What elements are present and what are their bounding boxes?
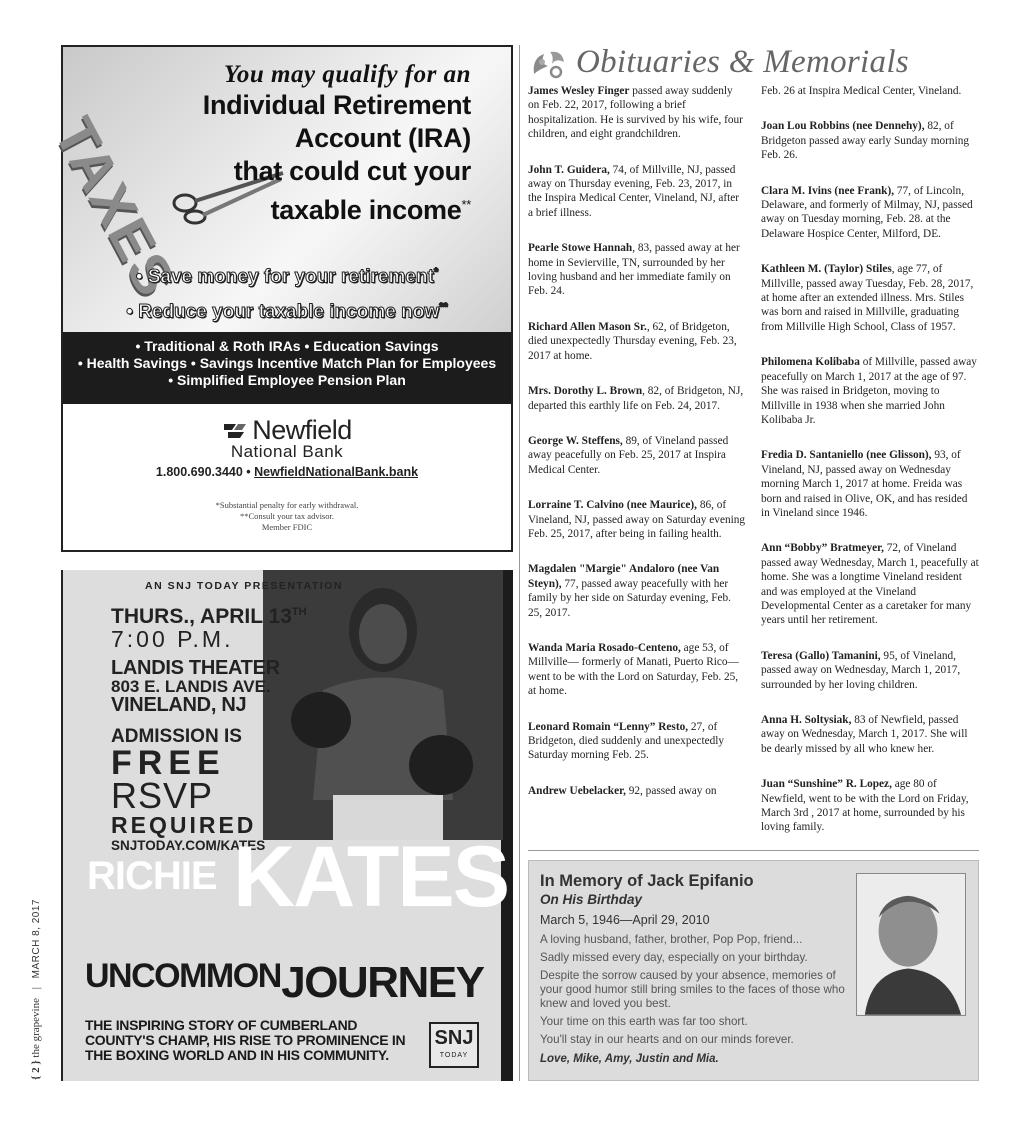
film-subtitle-part: JOURNEY: [281, 958, 484, 1007]
taxes-graphic-word: TAXES: [42, 107, 189, 308]
obituary-entry: Feb. 26 at Inspira Medical Center, Vineland.: [761, 85, 962, 97]
obituary-entry: Lorraine T. Calvino (nee Maurice), 86, of Vineland, NJ, passed away on Saturday evening Feb. 25, 2017, after being in failing health.: [528, 499, 746, 540]
richie-kates-event-advertisement[interactable]: [61, 570, 513, 1081]
obituary-entry: Kathleen M. (Taylor) Stiles, age 77, of Millville, passed away Tuesday, Feb. 28, 2017, at home after an extended illness. Mrs. Stiles was born and raised in Millville, graduating from Millville High School, Class of 1957.: [761, 263, 974, 333]
issue-date: MARCH 8, 2017: [31, 899, 42, 979]
obituary-entry: Richard Allen Mason Sr., 62, of Bridgeton, died unexpectedly Thursday evening, Feb. 23, 2017 at home.: [528, 320, 737, 362]
event-details: [111, 602, 307, 855]
column-divider: [519, 45, 520, 1081]
ira-bullet: • Reduce your taxable income now**: [126, 301, 448, 323]
memorial-line: You'll stay in our hearts and on our minds forever.: [540, 1033, 794, 1046]
account-types-band: [63, 332, 511, 404]
film-subtitle-part: UNCOMMON: [85, 957, 281, 995]
event-venue: LANDIS THEATER: [111, 657, 280, 679]
memorial-box: [528, 860, 979, 1081]
ira-headline-line: Account (IRA): [294, 123, 471, 153]
admission-label: ADMISSION IS: [111, 726, 242, 747]
obituary-entry: Mrs. Dorothy L. Brown, 82, of Bridgeton, NJ, departed this earthly life on Feb. 24, 2017.: [528, 385, 744, 412]
memorial-line: Your time on this earth was far too short.: [540, 1015, 748, 1028]
obituary-entry: Wanda Maria Rosado-Centeno, age 53, of Millville— formerly of Manati, Puerto Rico— went to be with the Lord on Saturday, Feb. 25, at home.: [528, 641, 739, 698]
rsvp-label: RSVP: [111, 775, 214, 816]
rsvp-required: REQUIRED: [111, 812, 257, 838]
obituary-entry: Anna H. Soltysiak, 83 of Newfield, passed away on Wednesday, March 1, 2017. She will be dearly missed by all who knew her.: [761, 714, 968, 755]
film-tagline: THE INSPIRING STORY OF CUMBERLAND COUNTY'S CHAMP, HIS RISE TO PROMINENCE IN THE BOXING WORLD AND IN HIS COMMUNITY.: [85, 1017, 406, 1063]
newfield-bank-logo: [63, 415, 511, 462]
bank-name: Newfield: [252, 415, 352, 445]
bank-website-link[interactable]: NewfieldNationalBank.bank: [254, 465, 419, 479]
ira-bullet: • Save money for your retirement*: [135, 266, 439, 288]
fine-print-line: Member FDIC: [261, 522, 313, 532]
memorial-text: [540, 871, 850, 1065]
obituaries-column-1: [528, 84, 746, 819]
ira-headline-line: Individual Retirement: [202, 90, 471, 120]
memorial-subtitle: On His Birthday: [540, 892, 643, 907]
ira-advertisement[interactable]: [42, 45, 513, 552]
memorial-line: Despite the sorrow caused by your absence, memories of your good humor still bring smiles to the faces of those who knew and loved you best.: [540, 969, 845, 1010]
obituary-entry: Andrew Uebelacker, 92, passed away on: [528, 784, 717, 797]
memorial-divider: [528, 850, 979, 851]
obituary-entry: Pearle Stowe Hannah, 83, passed away at her home in Sevierville, TN, surrounded by her loving husband and her immediate family on Feb. 24.: [528, 242, 740, 298]
rsvp-url-link[interactable]: SNJTODAY.COM/KATES: [111, 838, 266, 853]
fine-print-line: **Consult your tax advisor.: [240, 511, 334, 521]
film-title-last: KATES: [233, 829, 509, 925]
event-time: 7:00 P.M.: [111, 626, 234, 652]
publication-name: the grapevine: [30, 998, 42, 1058]
bank-contact: [63, 465, 511, 479]
event-city: VINELAND, NJ: [111, 694, 247, 716]
obituaries-column-2: [761, 84, 979, 856]
obituary-entry: Ann “Bobby” Bratmeyer, 72, of Vineland passed away Wednesday, March 1, peacefully at home. She was a longtime Vineland resident and was employed at the Vineland Developmental Center as a caretaker for many years until her retirement.: [761, 542, 979, 627]
bank-subtitle: National Bank: [230, 442, 344, 461]
ira-headline-line: taxable income**: [270, 195, 471, 225]
obituary-entry: James Wesley Finger passed away suddenly on Feb. 22, 2017, following a brief hospitalization. He is survived by his wife, four children, and eight grandchildren.: [528, 85, 743, 141]
snj-today-logo: SNJ TODAY: [429, 1022, 479, 1068]
event-address: 803 E. LANDIS AVE.: [111, 677, 271, 696]
memorial-title: In Memory of Jack Epifanio: [540, 872, 754, 890]
account-types-line: • Traditional & Roth IRAs • Education Savings: [135, 338, 439, 354]
obituary-entry: George W. Steffens, 89, of Vineland passed away peacefully on Feb. 25, 2017 at Inspira Medical Center.: [528, 434, 729, 476]
memorial-dates: March 5, 1946—April 29, 2010: [540, 913, 710, 927]
memorial-portrait-photo: [856, 873, 966, 1016]
account-types-line: • Health Savings • Savings Incentive Match Plan for Employees: [77, 355, 497, 371]
obituary-entry: Leonard Romain “Lenny” Resto, 27, of Bridgeton, died suddenly and unexpectedly Saturday morning Feb. 25.: [528, 720, 725, 762]
bank-phone: 1.800.690.3440 •: [155, 465, 251, 479]
page-footer: [30, 880, 42, 1080]
obituary-entry: John T. Guidera, 74, of Millville, NJ, passed away on Thursday evening, Feb. 23, 2017, in the Inspira Medical Center, Vineland, NJ, after a brief illness.: [528, 163, 740, 219]
footnote-mark: **: [461, 197, 471, 212]
flower-ornament-icon: [528, 48, 568, 80]
obituary-entry: Juan “Sunshine” R. Lopez, age 80 of Newfield, went to be with the Lord on Friday, March 3rd , 2017 at home, surrounded by his loving family.: [761, 778, 969, 834]
ira-headline-line: that could cut your: [233, 156, 471, 186]
event-presenter: AN SNJ TODAY PRESENTATION: [145, 580, 343, 592]
memorial-line: A loving husband, father, brother, Pop Pop, friend...: [540, 933, 803, 946]
obituary-entry: Clara M. Ivins (nee Frank), 77, of Lincoln, Delaware, and formerly of Milmay, NJ, passed away on Tuesday morning, Feb. 28. at the Delaware Hospice Center, Milford, DE.: [761, 184, 973, 240]
film-subtitle: [85, 948, 484, 1007]
ira-headline: [203, 61, 471, 227]
obituary-entry: Fredia D. Santaniello (nee Glisson), 93, of Vineland, NJ, passed away on Wednesday morning March 1, 2017 at home. Freida was born and raised in Olive, OK, and has resided in Vineland since 1946.: [761, 449, 968, 519]
ira-bullets: [63, 257, 511, 328]
memorial-line: Sadly missed every day, especially on your birthday.: [540, 951, 808, 964]
memorial-signature: Love, Mike, Amy, Justin and Mia.: [540, 1053, 719, 1065]
film-title: [83, 829, 513, 948]
footer-separator: |: [30, 987, 42, 990]
page-number: { 2 }: [30, 1060, 42, 1080]
ira-kicker: You may qualify for an: [223, 61, 471, 88]
obituary-entry: Magdalen "Margie" Andaloro (nee Van Steyn), 77, passed away peacefully with her family by her side on Saturday evening, Feb. 25, 2017.: [528, 563, 731, 619]
film-title-first: RICHIE: [87, 854, 217, 898]
obituary-entry: Teresa (Gallo) Tamanini, 95, of Vineland, passed away on Wednesday, March 1, 2017, surrounded by her loving children.: [761, 649, 961, 691]
fine-print-line: *Substantial penalty for early withdrawal.: [215, 500, 359, 510]
section-title: Obituaries & Memorials: [576, 44, 909, 80]
obituary-entry: Philomena Kolibaba of Millville, passed away peacefully on March 1, 2017 at the age of 97. She was raised in Bridgeton, moving to Millville in 1938 when she married John Kolibaba Jr.: [761, 356, 977, 426]
account-types-line: • Simplified Employee Pension Plan: [168, 372, 406, 388]
admission-free: FREE: [111, 744, 226, 782]
fine-print: [63, 500, 511, 533]
event-date: THURS., APRIL 13TH: [111, 605, 307, 628]
obituary-entry: Joan Lou Robbins (nee Dennehy), 82, of Bridgeton passed away early Sunday morning Feb. 26.: [761, 120, 970, 162]
bank-logo-icon: [222, 420, 248, 442]
